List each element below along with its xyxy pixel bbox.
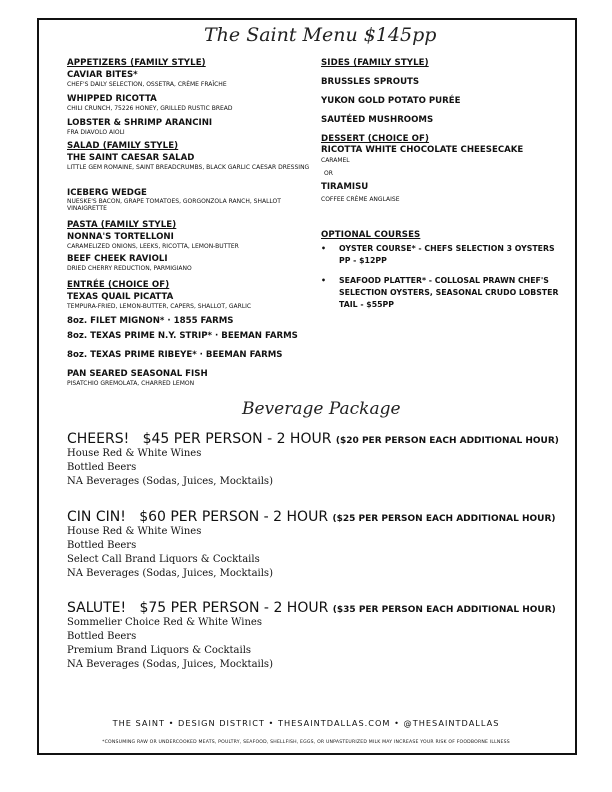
optional-header: OPTIONAL COURSES xyxy=(321,230,421,240)
side-item: BRUSSLES SPROUTS xyxy=(321,77,420,87)
package-price: $45 PER PERSON - 2 HOUR xyxy=(142,431,332,447)
package-line: Sommelier Choice Red & White Wines xyxy=(67,617,262,628)
menu-item-name: PAN SEARED SEASONAL FISH xyxy=(67,369,208,379)
side-item: SAUTÉED MUSHROOMS xyxy=(321,115,434,125)
package-line: House Red & White Wines xyxy=(67,526,202,537)
menu-item-desc: NUESKE'S BACON, GRAPE TOMATOES, GORGONZOLA RANCH, SHALLOT VINAIGRETTE xyxy=(67,198,281,213)
menu-item-name: BEEF CHEEK RAVIOLI xyxy=(67,254,168,264)
footer-disclaimer: *CONSUMING RAW OR UNDERCOOKED MEATS, POULTRY, SEAFOOD, SHELLFISH, EGGS, OR UNPASTEURIZED MILK MAY INCREASE YOUR RISK OF FOODBORNE ILLNESS xyxy=(102,740,510,745)
salad-header: SALAD (FAMILY STYLE) xyxy=(67,141,179,151)
menu-title: The Saint Menu $145pp xyxy=(204,24,437,46)
package-line: NA Beverages (Sodas, Juices, Mocktails) xyxy=(67,659,273,670)
dessert-or: OR xyxy=(324,170,333,177)
bullet-icon: • xyxy=(321,244,326,253)
menu-item-desc: CARAMELIZED ONIONS, LEEKS, RICOTTA, LEMON-BUTTER xyxy=(67,243,239,250)
dessert-cheesecake: RICOTTA WHITE CHOCOLATE CHEESECAKE xyxy=(321,145,524,155)
package-line: NA Beverages (Sodas, Juices, Mocktails) xyxy=(67,568,273,579)
package-line: Bottled Beers xyxy=(67,540,137,551)
package-line: Select Call Brand Liquors & Cocktails xyxy=(67,554,260,565)
menu-item-name: LOBSTER & SHRIMP ARANCINI xyxy=(67,118,213,128)
package-line: Premium Brand Liquors & Cocktails xyxy=(67,645,252,656)
package-price: $75 PER PERSON - 2 HOUR xyxy=(139,600,329,616)
package-price: $60 PER PERSON - 2 HOUR xyxy=(139,509,329,525)
package-line: NA Beverages (Sodas, Juices, Mocktails) xyxy=(67,476,273,487)
menu-item-desc: FRA DIAVOLO AIOLI xyxy=(67,129,125,136)
entree-ribeye: 8oz. TEXAS PRIME RIBEYE* · BEEMAN FARMS xyxy=(67,350,283,360)
package-name: CIN CIN! xyxy=(67,509,126,525)
dessert-cheesecake-desc: CARAMEL xyxy=(321,157,350,164)
package-extra: ($25 PER PERSON EACH ADDITIONAL HOUR) xyxy=(332,514,556,524)
package-name: SALUTE! xyxy=(67,600,127,616)
package-name: CHEERS! xyxy=(67,431,130,447)
beverage-title: Beverage Package xyxy=(242,399,401,419)
menu-item-desc: LITTLE GEM ROMAINE, SAINT BREADCRUMBS, BLACK GARLIC CAESAR DRESSING xyxy=(67,164,310,171)
sides-header: SIDES (FAMILY STYLE) xyxy=(321,58,429,68)
menu-item-name: ICEBERG WEDGE xyxy=(67,188,147,198)
side-item: YUKON GOLD POTATO PURÉE xyxy=(321,96,461,106)
package-line: Bottled Beers xyxy=(67,462,137,473)
menu-item-desc: DRIED CHERRY REDUCTION, PARMIGIANO xyxy=(67,265,192,272)
appetizers-header: APPETIZERS (FAMILY STYLE) xyxy=(67,58,206,68)
package-extra: ($20 PER PERSON EACH ADDITIONAL HOUR) xyxy=(335,436,559,446)
dessert-tiramisu-desc: COFFEE CRÈME ANGLAISE xyxy=(321,196,400,203)
entree-filet: 8oz. FILET MIGNON* · 1855 FARMS xyxy=(67,316,234,326)
menu-item-desc: PISATCHIO GREMOLATA, CHARRED LEMON xyxy=(67,380,195,387)
package-line: House Red & White Wines xyxy=(67,448,202,459)
optional-course-item: OYSTER COURSE* - CHEFS SELECTION 3 OYSTERS PP - $12PP xyxy=(339,244,555,265)
menu-item-name: CAVIAR BITES* xyxy=(67,70,138,80)
menu-item-desc: CHEF'S DAILY SELECTION, OSSETRA, CRÈME FRAÎCHE xyxy=(67,81,227,88)
dessert-header: DESSERT (CHOICE OF) xyxy=(321,134,430,144)
package-extra: ($35 PER PERSON EACH ADDITIONAL HOUR) xyxy=(332,605,556,615)
optional-course-item: SEAFOOD PLATTER* - COLLOSAL PRAWN CHEF'S SELECTION OYSTERS, SEASONAL CRUDO LOBSTER TAIL - $55PP xyxy=(339,276,559,309)
menu-item-desc: TEMPURA-FRIED, LEMON-BUTTER, CAPERS, SHALLOT, GARLIC xyxy=(67,303,252,310)
entree-strip: 8oz. TEXAS PRIME N.Y. STRIP* · BEEMAN FARMS xyxy=(67,331,298,341)
menu-item-name: WHIPPED RICOTTA xyxy=(67,94,157,104)
pasta-header: PASTA (FAMILY STYLE) xyxy=(67,220,177,230)
entree-header: ENTRÉE (CHOICE OF) xyxy=(67,280,170,290)
dessert-tiramisu: TIRAMISU xyxy=(321,182,369,192)
footer-text: THE SAINT • DESIGN DISTRICT • THESAINTDALLAS.COM • @THESAINTDALLAS xyxy=(112,718,500,728)
menu-item-name: TEXAS QUAIL PICATTA xyxy=(67,292,174,302)
menu-item-name: NONNA'S TORTELLONI xyxy=(67,232,174,242)
menu-item-name: THE SAINT CAESAR SALAD xyxy=(67,153,195,163)
menu-item-desc: CHILI CRUNCH, 75226 HONEY, GRILLED RUSTIC BREAD xyxy=(67,105,233,112)
bullet-icon: • xyxy=(321,276,326,285)
package-line: Bottled Beers xyxy=(67,631,137,642)
